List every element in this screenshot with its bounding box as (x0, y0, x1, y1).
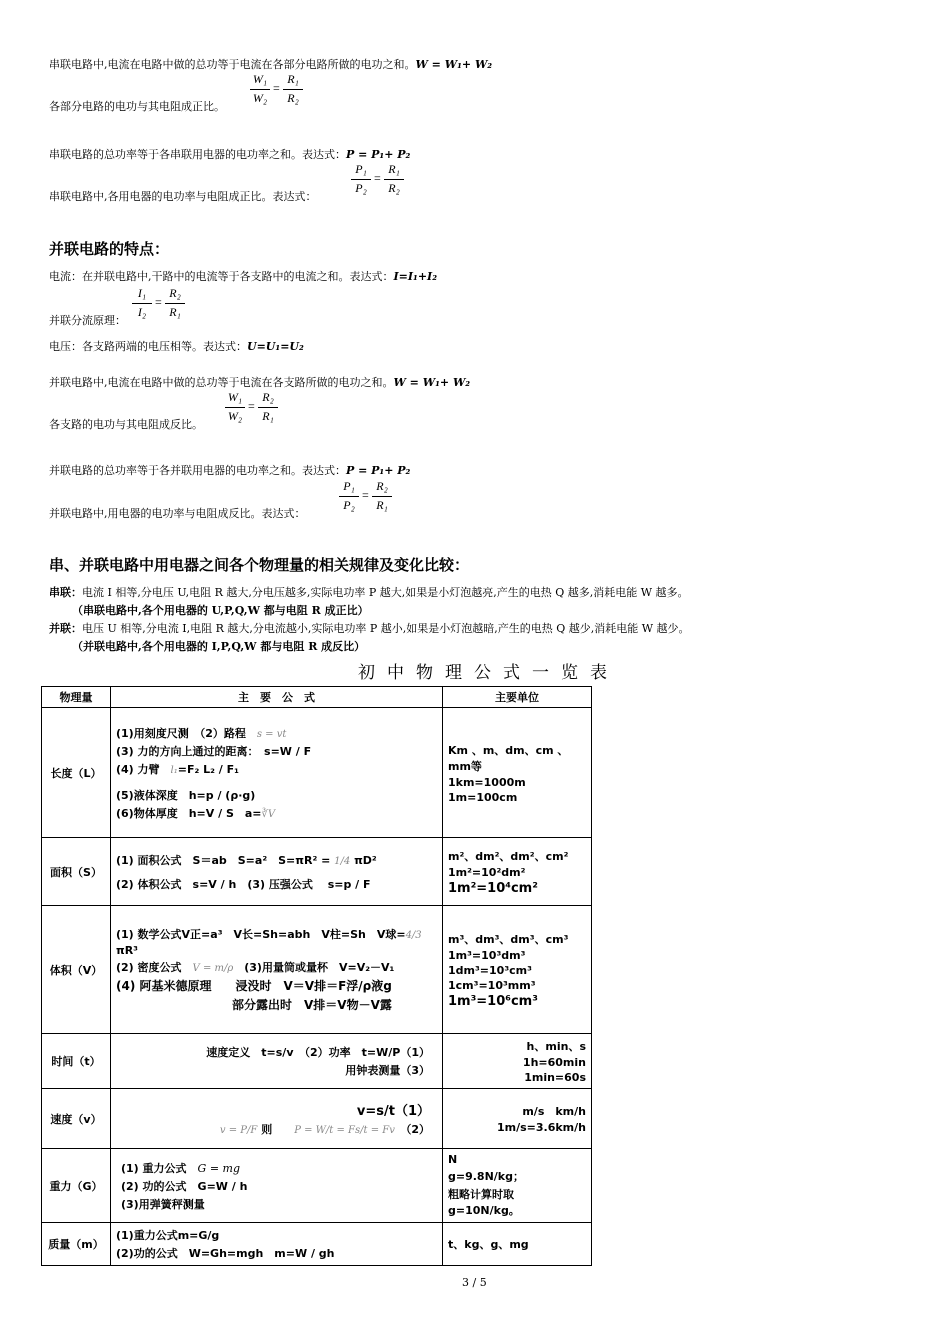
parallel-power-ratio-line: 并联电路中,用电器的电功率与电阻成反比。表达式： (49, 507, 306, 520)
table-title: 初中物理公式一览表 (358, 663, 619, 683)
series-power-line: 串联电路的总功率等于各串联用电器的电功率之和。表达式：P = P₁+ P₂ (49, 148, 411, 161)
table-header-row (42, 687, 592, 708)
quantity-cell: 时间（t） (42, 1034, 111, 1089)
quantity-cell: 体积（V） (42, 906, 111, 1034)
formula-cell: v=s/t（1） v = P/F 则 P = W/t = Fs/t = Fv （2） (111, 1089, 443, 1149)
formula-cell: (1) 数学公式V正=a³ V长=Sh=abh V柱=Sh V球=4/3 πR³ (2) 密度公式 V = m/ρ (3)用量筒或量杯 V=V₂－V₁ (4) 阿基米德原理 浸没时 V＝V排＝F浮/ρ液g 部分露出时 V排＝V物－V露 (111, 906, 443, 1034)
formula-cell: (1) 面积公式 S＝ab S=a² S=πR² = 1/4 πD² (2) 体积公式 s=V / h (3) 压强公式 s=p / F (111, 838, 443, 906)
parallel-power-line: 并联电路的总功率等于各并联用电器的电功率之和。表达式：P = P₁+ P₂ (49, 464, 411, 477)
table-row (42, 1034, 592, 1089)
series-power-ratio-line: 串联电路中,各用电器的电功率与电阻成正比。表达式： (49, 190, 317, 203)
parallel-work-line: 并联电路中,电流在电路中做的总功等于电流在各支路所做的电功之和。W = W₁+ W₂ (49, 376, 471, 389)
compare-series-line: 串联：电流 I 相等,分电压 U,电阻 R 越大,分电压越多,实际电功率 P 越大,如果是小灯泡越亮,产生的电热 Q 越多,消耗电能 W 越多。 (49, 586, 689, 599)
compare-heading: 串、并联电路中用电器之间各个物理量的相关规律及变化比较： (49, 556, 470, 574)
compare-series-note: （串联电路中,各个用电器的 U,P,Q,W 都与电阻 R 成正比） (72, 604, 369, 617)
header-formula: 主 要 公 式 (111, 687, 443, 708)
quantity-cell: 面积（S） (42, 838, 111, 906)
series-work-ratio-line: 各部分电路的电功与其电阻成正比。 (49, 100, 225, 113)
formula-cell: (1)用刻度尺测 （2）路程 s = vt (3) 力的方向上通过的距离： s=W / F (4) 力臂 l₁=F₂ L₂ / F₁ (5)液体深度 h=p / (ρ·g) (6)物体厚度 h=V / S a=∛V (111, 708, 443, 838)
table-row (42, 906, 592, 1034)
header-unit: 主要单位 (443, 687, 592, 708)
table-row (42, 708, 592, 838)
series-work-line: 串联电路中,电流在电路中做的总功等于电流在各部分电路所做的电功之和。W = W₁+ W₂ (49, 58, 493, 71)
quantity-cell: 重力（G） (42, 1149, 111, 1223)
page-number: 3 / 5 (462, 1276, 487, 1289)
formula-cell: (1)重力公式m=G/g (2)功的公式 W=Gh=mgh m=W / gh (111, 1223, 443, 1266)
formula-cell: (1) 重力公式 G = mg (2) 功的公式 G=W / h (3)用弹簧秤测量 (111, 1149, 443, 1223)
parallel-voltage-line: 电压：各支路两端的电压相等。表达式：U=U₁=U₂ (49, 340, 304, 353)
unit-cell: h、min、s 1h=60min 1min=60s (443, 1034, 592, 1089)
quantity-cell: 质量（m） (42, 1223, 111, 1266)
table-row (42, 1149, 592, 1223)
unit-cell: Km 、m、dm、cm 、mm等 1km=1000m 1m=100cm (443, 708, 592, 838)
parallel-work-ratio-line: 各支路的电功与其电阻成反比。 (49, 418, 203, 431)
formula-cell: 速度定义 t=s/v （2）功率 t=W/P（1） 用钟表测量（3） (111, 1034, 443, 1089)
compare-parallel-line: 并联：电压 U 相等,分电流 I,电阻 R 越大,分电流越小,实际电功率 P 越小,如果是小灯泡越暗,产生的电热 Q 越少,消耗电能 W 越少。 (49, 622, 690, 635)
unit-cell: m/s km/h 1m/s=3.6km/h (443, 1089, 592, 1149)
header-quantity: 物理量 (42, 687, 111, 708)
parallel-heading: 并联电路的特点： (49, 240, 170, 258)
unit-cell: m²、dm²、dm²、cm² 1m²=10²dm² 1m²=10⁴cm² (443, 838, 592, 906)
quantity-cell: 速度（v） (42, 1089, 111, 1149)
formula-table (41, 686, 592, 1266)
table-row (42, 838, 592, 906)
parallel-current-line: 电流：在并联电路中,干路中的电流等于各支路中的电流之和。表达式：I=I₁+I₂ (49, 270, 438, 283)
parallel-divide-line: 并联分流原理： (49, 314, 126, 327)
table-row (42, 1223, 592, 1266)
unit-cell: t、kg、g、mg (443, 1223, 592, 1266)
compare-parallel-note: （并联电路中,各个用电器的 I,P,Q,W 都与电阻 R 成反比） (72, 640, 366, 653)
table-row (42, 1089, 592, 1149)
unit-cell: m³、dm³、dm³、cm³ 1m³=10³dm³ 1dm³=10³cm³ 1cm³=10³mm³ 1m³=10⁶cm³ (443, 906, 592, 1034)
unit-cell: N g=9.8N/kg； 粗略计算时取 g=10N/kg。 (443, 1149, 592, 1223)
quantity-cell: 长度（L） (42, 708, 111, 838)
